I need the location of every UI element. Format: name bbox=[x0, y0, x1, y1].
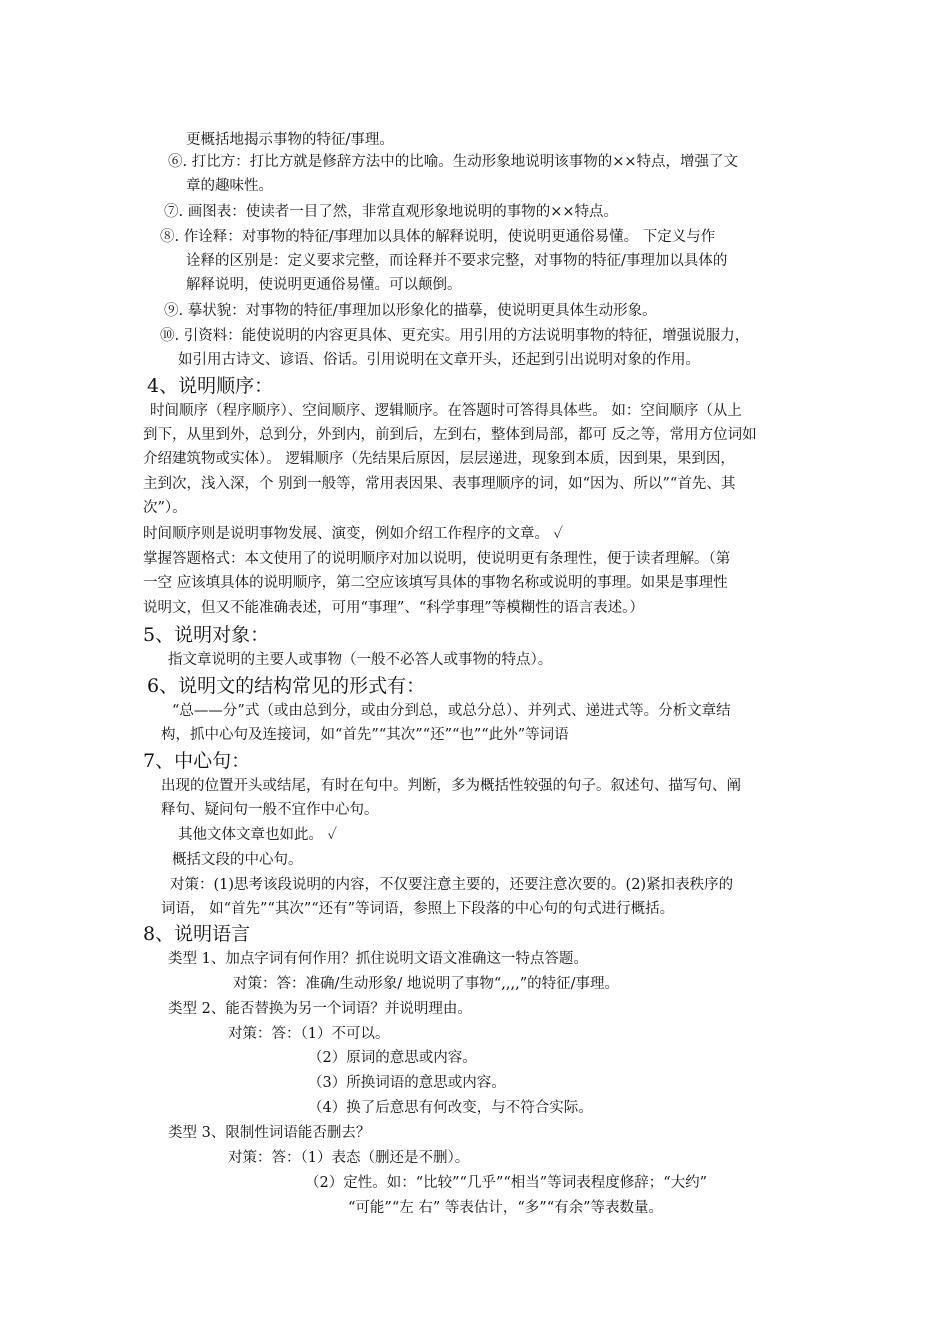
text-line: 对策：答：（1）不可以。 bbox=[228, 1026, 390, 1042]
text-line: 对策：答：（1）表态（删还是不删）。 bbox=[228, 1150, 470, 1166]
text-line: 指文章说明的主要人或事物（一般不必答人或事物的特点）。 bbox=[168, 652, 553, 668]
text-line: 介绍建筑物或实体）。 逻辑顺序（先结果后原因，层层递进，现象到本质，因到果，果到因， bbox=[143, 451, 735, 467]
text-line: 其他文体文章也如此。 ✓ bbox=[178, 827, 337, 843]
text-line: 类型 2、能否替换为另一个词语？并说明理由。 bbox=[168, 1001, 472, 1017]
text-line: ⑨. 摹状貌：对事物的特征/事理加以形象化的描摹，使说明更具体生动形象。 bbox=[164, 303, 657, 319]
text-line: 类型 1、加点字词有何作用？抓住说明文语文准确这一特点答题。 bbox=[168, 951, 588, 967]
text-line: （2）定性。如：“比较”“几乎”“相当”等词表程度修辞；“大约” bbox=[305, 1175, 708, 1191]
text-line: 一空 应该填具体的说明顺序，第二空应该填写具体的事物名称或说明的事理。如果是事理性 bbox=[143, 575, 728, 591]
text-line: 概括文段的中心句。 bbox=[172, 852, 303, 868]
text-line: 次”）。 bbox=[143, 500, 187, 516]
text-line: 掌握答题格式：本文使用了的说明顺序对加以说明，使说明更有条理性，便于读者理解。（第 bbox=[143, 551, 731, 567]
section-heading: 7、中心句： bbox=[143, 750, 251, 772]
text-line: ⑧. 作诠释：对事物的特征/事理加以具体的解释说明，使说明更通俗易懂。 下定义与作 bbox=[160, 229, 716, 245]
section-heading: 8、说明语言 bbox=[143, 923, 251, 945]
section-heading: 6、说明文的结构常见的形式有： bbox=[147, 675, 426, 697]
text-line: “可能”“左 右” 等表估计，“多”“有余”等表数量。 bbox=[348, 1200, 664, 1216]
text-line: 类型 3、限制性词语能否删去？ bbox=[168, 1125, 371, 1141]
text-line: 出现的位置开头或结尾，有时在句中。判断，多为概括性较强的句子。叙述句、描写句、阐 bbox=[161, 778, 741, 794]
text-line: （2）原词的意思或内容。 bbox=[308, 1050, 477, 1066]
text-line: 构，抓中心句及连接词，如“首先”“其次”“还”“也”“此外”等词语 bbox=[161, 727, 569, 743]
text-line: ⑥. 打比方：打比方就是修辞方法中的比喻。生动形象地说明该事物的××特点，增强了文 bbox=[168, 154, 739, 170]
text-line: 诠释的区别是：定义要求完整，而诠释并不要求完整，对事物的特征/事理加以具体的 bbox=[186, 253, 728, 269]
text-line: 解释说明，使说明更通俗易懂。可以颠倒。 bbox=[186, 277, 462, 293]
text-line: 释句、疑问句一般不宜作中心句。 bbox=[161, 802, 379, 818]
text-line: 如引用古诗文、谚语、俗话。引用说明在文章开头，还起到引出说明对象的作用。 bbox=[178, 352, 700, 368]
text-line: ⑩. 引资料：能使说明的内容更具体、更充实。用引用的方法说明事物的特征，增强说服力， bbox=[160, 328, 750, 344]
section-heading: 4、说明顺序： bbox=[147, 375, 274, 397]
text-line: 主到次，浅入深，个 别到一般等，常用表因果、表事理顺序的词，如“因为、所以”“首先、其 bbox=[143, 476, 736, 492]
text-line: 词语， 如“首先”“其次”“还有”等词语，参照上下段落的中心句的句式进行概括。 bbox=[161, 901, 675, 917]
text-line: 章的趣味性。 bbox=[186, 178, 273, 194]
text-line: 时间顺序则是说明事物发展、演变，例如介绍工作程序的文章。 ✓ bbox=[143, 526, 563, 542]
text-line: ⑦. 画图表：使读者一目了然，非常直观形象地说明的事物的××特点。 bbox=[164, 204, 619, 220]
text-line: 对策：答：准确/生动形象/ 地说明了事物“,,,,”的特征/事理。 bbox=[233, 976, 620, 992]
text-line: （3）所换词语的意思或内容。 bbox=[308, 1075, 506, 1091]
text-line: “总——分”式（或由总到分，或由分到总，或总分总）、并列式、递进式等。分析文章结 bbox=[172, 703, 731, 719]
section-heading: 5、说明对象： bbox=[143, 624, 270, 646]
text-line: 时间顺序（程序顺序）、空间顺序、逻辑顺序。在答题时可答得具体些。 如：空间顺序（从上 bbox=[150, 403, 742, 419]
text-line: 更概括地揭示事物的特征/事理。 bbox=[186, 132, 394, 148]
text-line: 对策：(1)思考该段说明的内容，不仅要注意主要的，还要注意次要的。(2)紧扣表秩序的 bbox=[170, 877, 734, 893]
text-line: 说明文，但又不能准确表述，可用“事理”、“科学事理”等模糊性的语言表述。） bbox=[143, 600, 644, 616]
text-line: （4）换了后意思有何改变，与不符合实际。 bbox=[308, 1100, 593, 1116]
text-line: 到下，从里到外，总到分，外到内，前到后，左到右，整体到局部，都可 反之等，常用方位词如 bbox=[143, 427, 757, 443]
